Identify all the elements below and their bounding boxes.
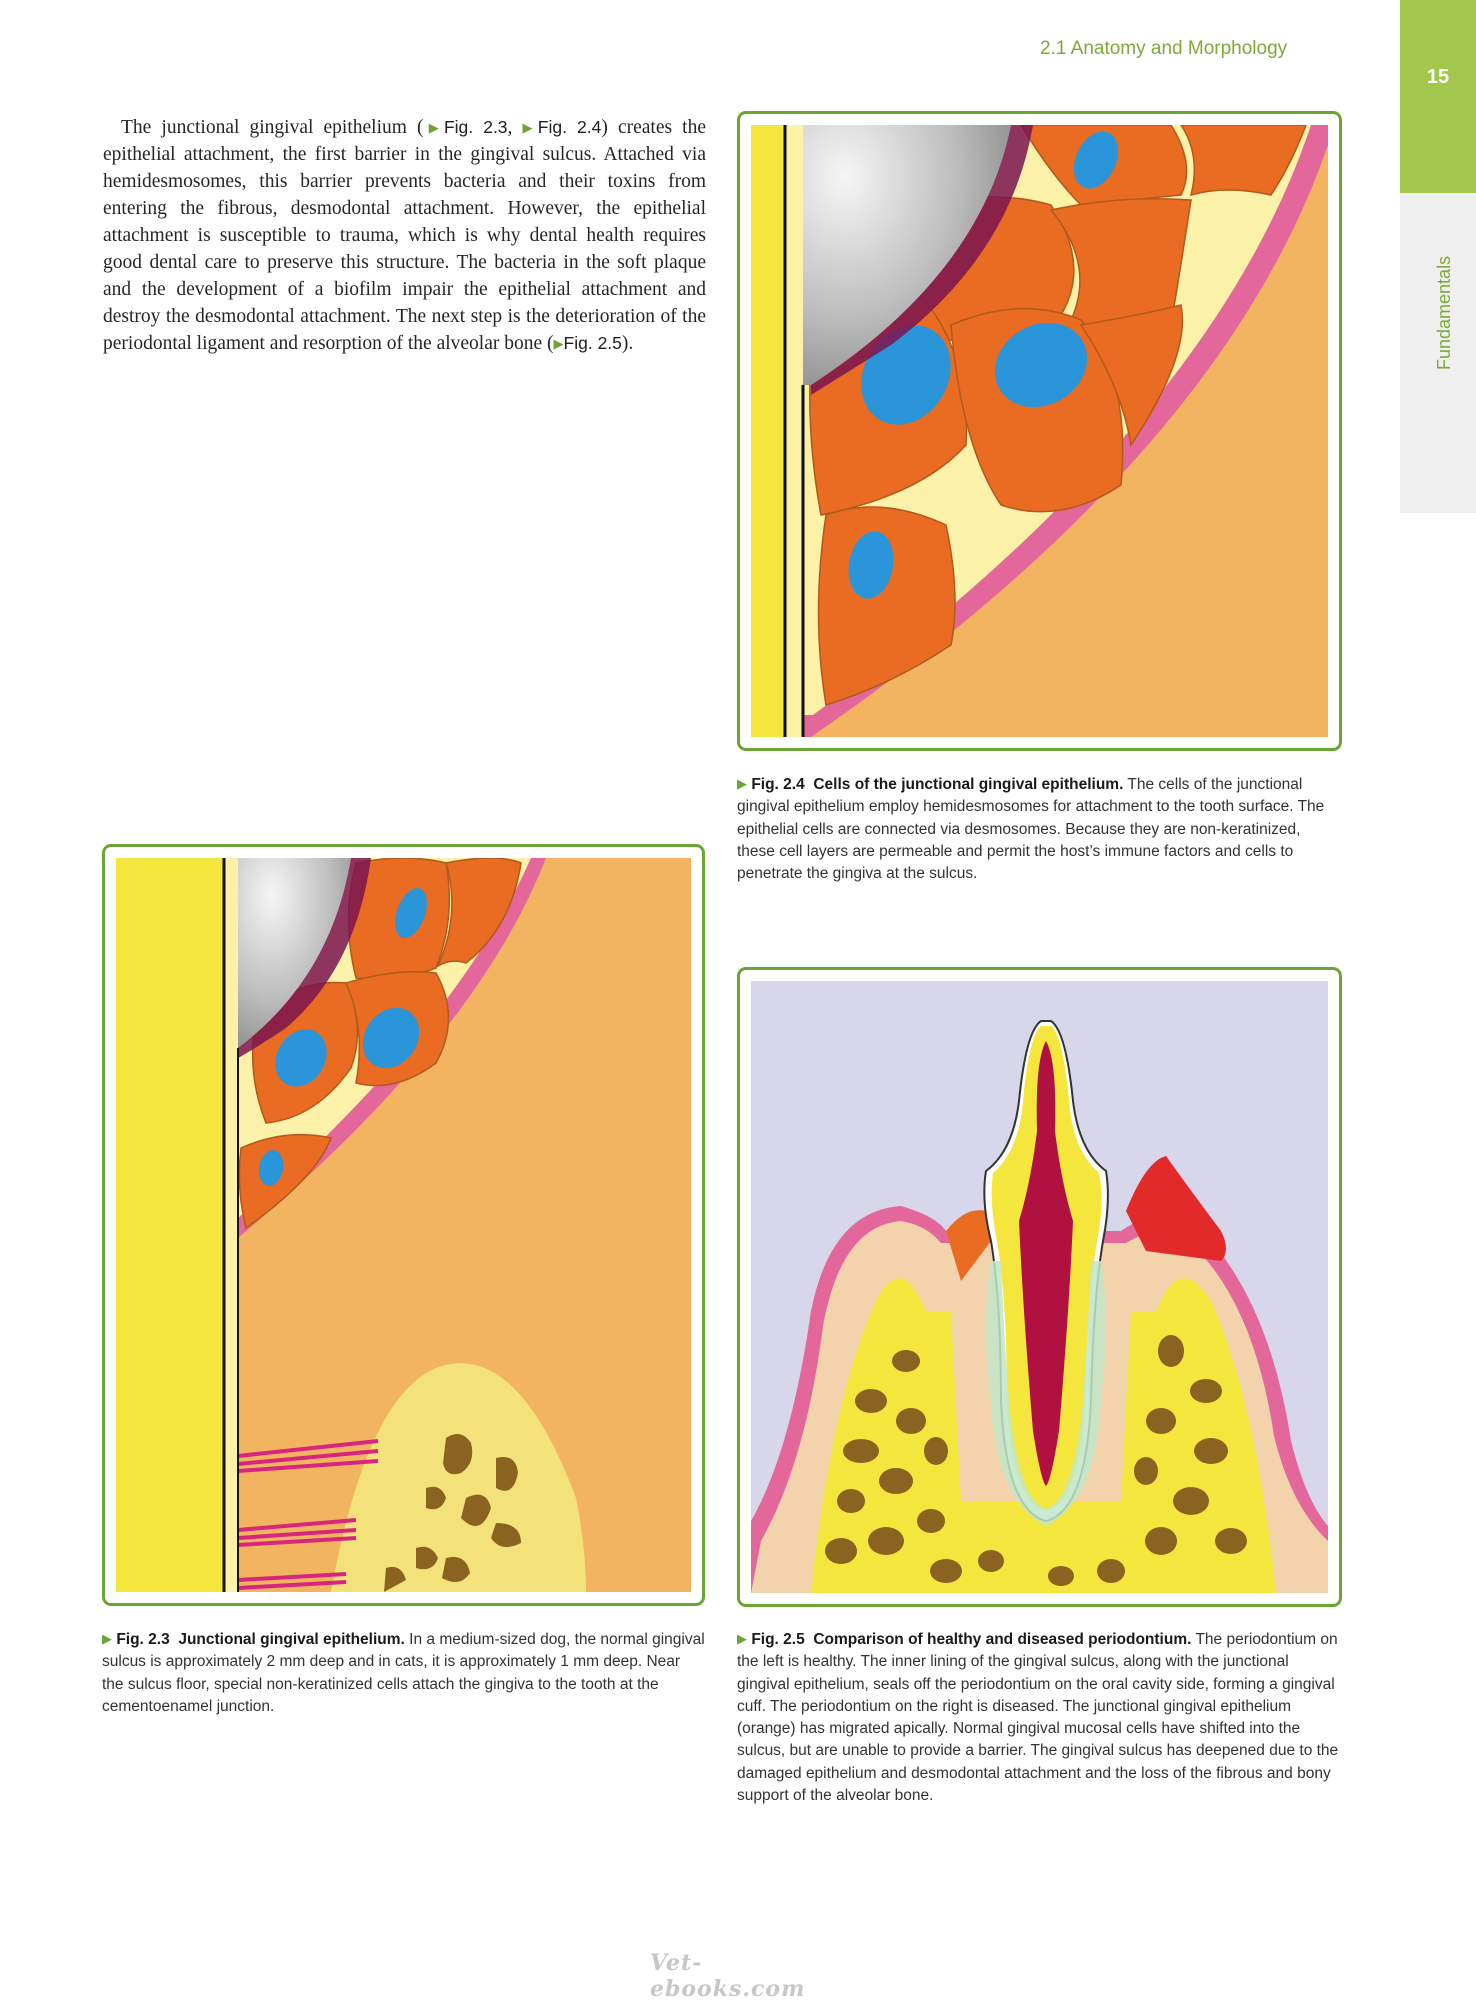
caption-fig-label: Fig. 2.3 xyxy=(116,1631,170,1648)
fig-2-3-link[interactable]: Fig. 2.3 xyxy=(443,117,508,137)
fig-2-4-link[interactable]: Fig. 2.4 xyxy=(537,117,602,137)
caption-fig-2-5 xyxy=(737,1628,1342,1807)
page-number: 15 xyxy=(1426,66,1450,88)
figure-2-4 xyxy=(737,111,1342,751)
caption-fig-2-4 xyxy=(737,773,1342,885)
caption-arrow-icon: ▶ xyxy=(737,1631,747,1646)
body-text-part: ). xyxy=(621,333,634,354)
chapter-tab xyxy=(1400,0,1476,193)
caption-text: The cells of the junctional gingival epithelium employ hemidesmosomes for attachment to the tooth surface. The epithelial cells are connected via desmosomes. Because they are non-keratinized, these cell layers are permeable and permit the host’s immune factors and cells to penetrate the gingiva at the sulcus. xyxy=(737,776,1325,883)
caption-fig-label: Fig. 2.5 xyxy=(751,1631,805,1648)
junctional-gingival-epithelium-illustration xyxy=(116,858,691,1592)
junctional-epithelium-cells-illustration xyxy=(751,125,1328,737)
caption-fig-2-3 xyxy=(102,1628,705,1718)
side-tab-label: Fundamentals xyxy=(1434,255,1454,370)
caption-arrow-icon: ▶ xyxy=(737,776,747,791)
body-text-sep: , xyxy=(507,117,523,138)
figure-2-3 xyxy=(102,844,705,1606)
caption-title: Comparison of healthy and diseased periodontium. xyxy=(813,1631,1192,1648)
fig-ref-arrow-icon: ▶ xyxy=(423,120,444,135)
body-paragraph xyxy=(103,114,706,357)
periodontium-comparison-illustration xyxy=(751,981,1328,1593)
fig-2-5-link[interactable]: Fig. 2.5 xyxy=(563,333,622,353)
caption-arrow-icon: ▶ xyxy=(102,1631,112,1646)
fig-ref-arrow-icon: ▶ xyxy=(553,336,564,351)
body-text-part: The junctional gingival epithelium ( xyxy=(121,117,424,138)
running-header: 2.1 Anatomy and Morphology xyxy=(1040,38,1288,59)
caption-text: The periodontium on the left is healthy. The inner lining of the gingival sulcus, along with the junctional gingival epithelium, seals off the periodontium on the oral cavity side, forming a gingival cuff. The periodontium on the right is diseased. The junctional gingival epithelium (orange) has migrated apically. Normal gingival mucosal cells have shifted into the sulcus, but are unable to provide a barrier. The gingival sulcus has deepened due to the damaged epithelium and desmodontal attachment and the loss of the fibrous and bony support of the alveolar bone. xyxy=(737,1631,1339,1805)
caption-title: Cells of the junctional gingival epithelium. xyxy=(813,776,1124,793)
caption-text: In a medium-sized dog, the normal gingival sulcus is approximately 2 mm deep and in cats, it is approximately 1 mm deep. Near the sulcus floor, special non-keratinized cells attach the gingiva to the tooth at the cementoenamel junction. xyxy=(102,1631,705,1715)
figure-2-5 xyxy=(737,967,1342,1607)
caption-title: Junctional gingival epithelium. xyxy=(178,1631,405,1648)
watermark-logo: Vet-ebooks.com xyxy=(650,1950,806,2002)
fig-ref-arrow-icon: ▶ xyxy=(522,120,538,135)
body-text-part: ) creates the epithelial attachment, the first barrier in the gingival sulcus. Attached via hemidesmosomes, this barrier prevents bacteria and their toxins from entering the fibrous, desmodontal attachment. However, the epithelial attachment is susceptible to trauma, which is why dental health requires good dental care to preserve this structure. The bacteria in the soft plaque and the development of a biofilm impair the epithelial attachment and destroy the desmodontal attachment. The next step is the deterioration of the periodontal ligament and resorption of the alveolar bone ( xyxy=(103,117,706,354)
caption-fig-label: Fig. 2.4 xyxy=(751,776,805,793)
